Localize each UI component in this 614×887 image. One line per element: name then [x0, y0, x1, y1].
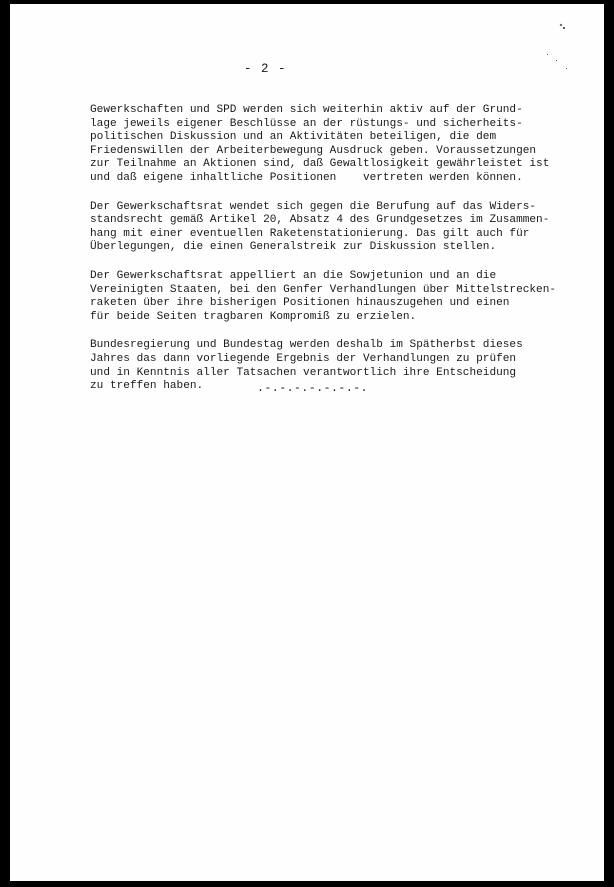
text-line: und in Kenntnis aller Tatsachen verantwortlich ihre Entscheidung — [90, 366, 517, 379]
text-line: hang mit einer eventuellen Raketenstationierung. Das gilt auch für — [90, 227, 530, 240]
scan-speck — [563, 27, 565, 29]
text-line: Bundesregierung und Bundestag werden deshalb im Spätherbst dieses — [90, 339, 523, 352]
scan-speck — [547, 54, 548, 55]
text-line: für beide Seiten tragbaren Kompromiß zu erzielen. — [90, 310, 417, 323]
scan-speck — [556, 60, 557, 61]
text-line: Der Gewerkschaftsrat appelliert an die Sowjetunion und an die — [90, 269, 497, 282]
page-number: - 2 - — [244, 62, 287, 76]
text-line: Friedenswillen der Arbeiterbewegung Ausdruck geben. Voraussetzungen — [90, 144, 537, 157]
text-line: Der Gewerkschaftsrat wendet sich gegen die Berufung auf das Widers- — [90, 200, 537, 213]
text-line: standsrecht gemäß Artikel 20, Absatz 4 des Grundgesetzes im Zusammen- — [90, 214, 550, 227]
text-line: Jahres das dann vorliegende Ergebnis der Verhandlungen zu prüfen — [90, 352, 517, 365]
paragraph-2 — [90, 201, 590, 255]
paragraph-1 — [90, 104, 590, 186]
text-line: lage jeweils eigener Beschlüsse an der rüstungs- und sicherheits- — [90, 117, 523, 130]
scan-speck — [560, 24, 563, 27]
text-line: zur Teilnahme an Aktionen sind, daß Gewaltlosigkeit gewährleistet ist — [90, 158, 550, 171]
end-separator: .-.-.-.-.-.-.-. — [257, 382, 369, 395]
document-page — [10, 4, 604, 881]
text-line: raketen über ihre bisherigen Positionen hinauszugehen und einen — [90, 297, 510, 310]
text-line: zu treffen haben. — [90, 380, 204, 393]
body-text — [90, 104, 590, 409]
text-line: Gewerkschaften und SPD werden sich weiterhin aktiv auf der Grund- — [90, 104, 523, 116]
scan-speck — [566, 68, 567, 69]
text-line: Überlegungen, die einen Generalstreik zur Diskussion stellen. — [90, 241, 497, 254]
text-line: und daß eigene inhaltliche Positionen vertreten werden können. — [90, 171, 523, 184]
text-line: politischen Diskussion und an Aktivitäten beteiligen, die dem — [90, 131, 497, 144]
text-line: Vereinigten Staaten, bei den Genfer Verhandlungen über Mittelstrecken- — [90, 283, 557, 296]
paragraph-3 — [90, 270, 590, 324]
